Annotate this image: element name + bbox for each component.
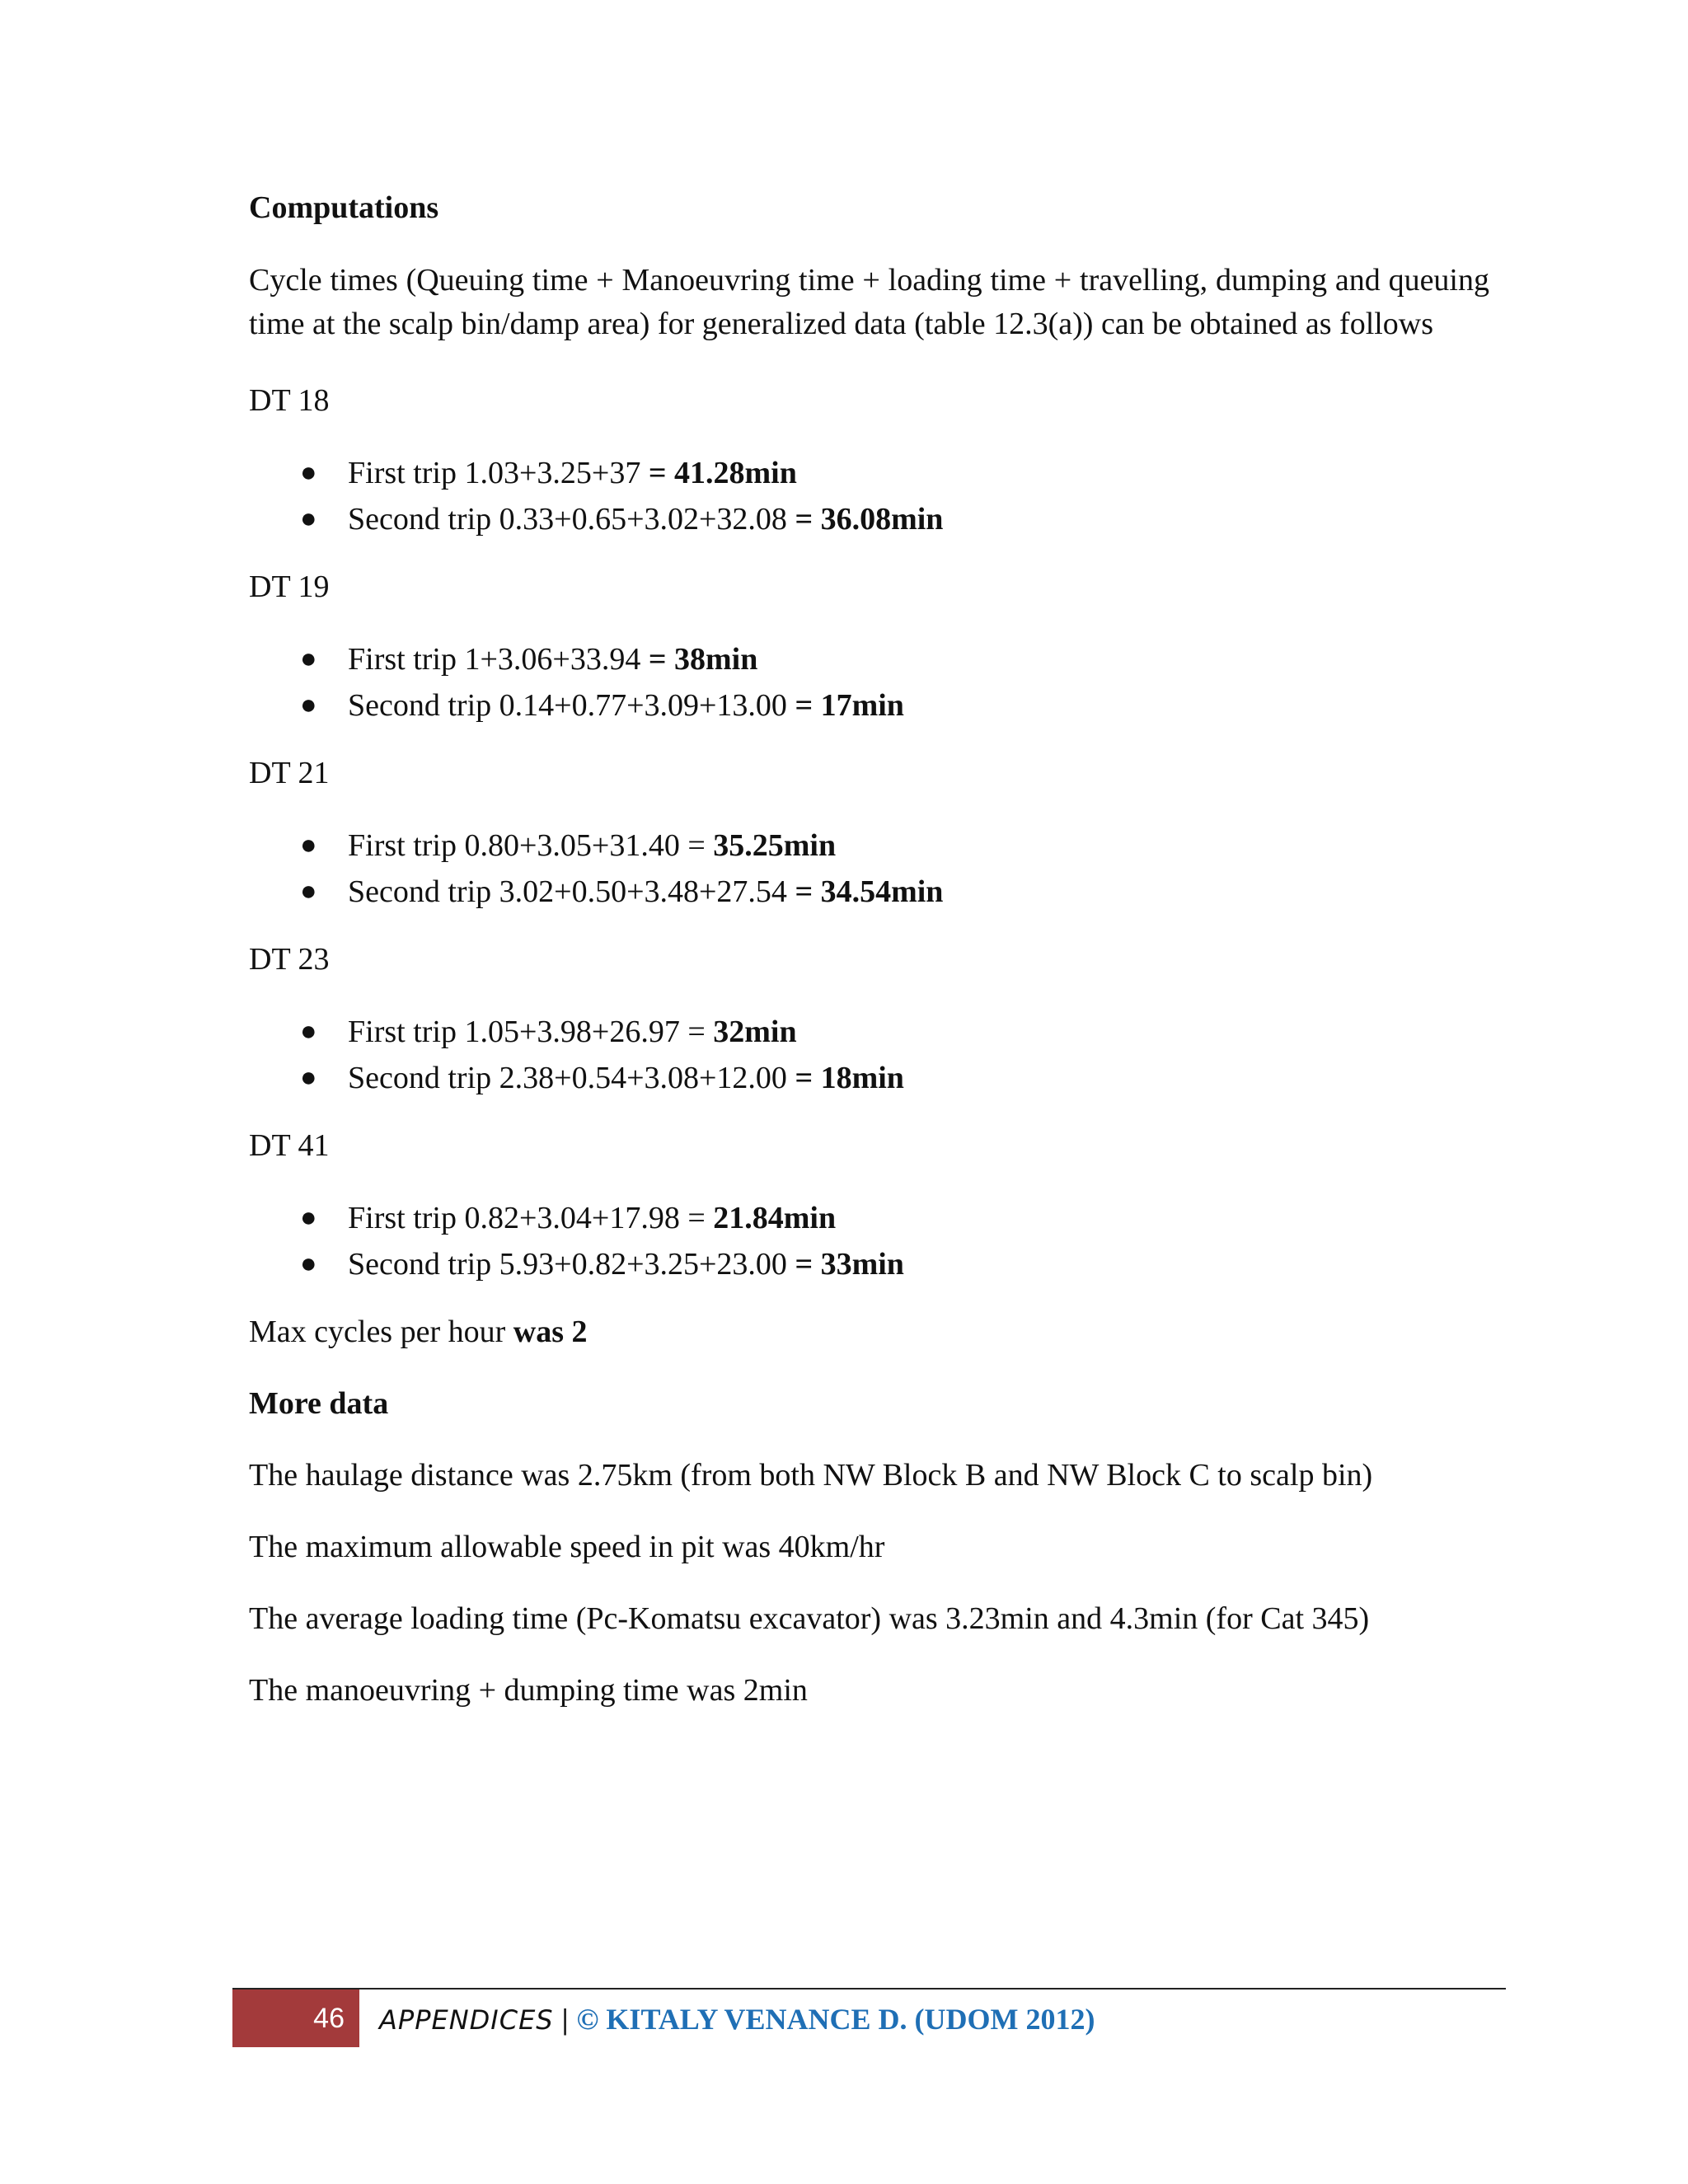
footer-divider bbox=[232, 1988, 1506, 1990]
trip-list-dt41 bbox=[249, 1195, 1489, 1287]
trip-formula: Second trip 3.02+0.50+3.48+27.54 bbox=[348, 874, 795, 909]
trip-result: = 38min bbox=[648, 642, 758, 677]
trip-result: = 17min bbox=[795, 688, 904, 723]
trip-formula: Second trip 0.33+0.65+3.02+32.08 bbox=[348, 502, 795, 537]
bullet-icon: ● bbox=[300, 830, 317, 860]
trip-formula: Second trip 5.93+0.82+3.25+23.00 bbox=[348, 1247, 795, 1282]
max-cycles-line bbox=[249, 1314, 1489, 1350]
footer-copyright: © KITALY VENANCE D. (UDOM 2012) bbox=[576, 2003, 1095, 2036]
trip-list-dt21 bbox=[249, 823, 1489, 915]
more-data-item: The maximum allowable speed in pit was 40km/hr bbox=[249, 1530, 885, 1564]
list-item bbox=[249, 1241, 1489, 1287]
list-item bbox=[249, 869, 1489, 915]
trip-list-dt19 bbox=[249, 636, 1489, 729]
trip-formula: First trip 1.03+3.25+37 bbox=[348, 456, 649, 490]
bullet-icon: ● bbox=[300, 457, 317, 488]
bullet-icon: ● bbox=[300, 1016, 317, 1047]
more-data-heading: More data bbox=[249, 1386, 389, 1421]
document-body bbox=[249, 190, 1489, 1708]
trip-result: = 41.28min bbox=[648, 456, 797, 490]
trip-formula: First trip 1+3.06+33.94 bbox=[348, 642, 649, 677]
page-number-box bbox=[232, 1990, 359, 2047]
trip-result: = 36.08min bbox=[795, 502, 944, 537]
trip-result: = 34.54min bbox=[795, 874, 944, 909]
bullet-icon: ● bbox=[300, 1249, 317, 1279]
list-item bbox=[249, 823, 1489, 869]
trip-result: 32min bbox=[713, 1015, 797, 1049]
more-data-item: The manoeuvring + dumping time was 2min bbox=[249, 1673, 808, 1708]
section-label-dt18: DT 18 bbox=[249, 383, 330, 418]
trip-list-dt23 bbox=[249, 1009, 1489, 1101]
list-item bbox=[249, 1009, 1489, 1055]
trip-result: = 18min bbox=[795, 1061, 904, 1095]
footer-text bbox=[379, 2001, 1095, 2038]
footer-separator: | bbox=[561, 2003, 569, 2036]
section-label-dt19: DT 19 bbox=[249, 569, 330, 604]
page-number: 46 bbox=[313, 2003, 345, 2034]
section-label-dt23: DT 23 bbox=[249, 942, 330, 977]
bullet-icon: ● bbox=[300, 1062, 317, 1093]
bullet-icon: ● bbox=[300, 644, 317, 674]
trip-result: 35.25min bbox=[713, 828, 837, 863]
section-label-dt21: DT 21 bbox=[249, 756, 330, 790]
bullet-icon: ● bbox=[300, 690, 317, 720]
trip-result: = 33min bbox=[795, 1247, 904, 1282]
intro-paragraph: Cycle times (Queuing time + Manoeuvring time + loading time + travelling, dumping and queuing time at the scalp bin/damp area) for generalized data (table 12.3(a)) can be obtained as follows bbox=[249, 263, 1489, 341]
bullet-icon: ● bbox=[300, 504, 317, 534]
list-item bbox=[249, 1055, 1489, 1101]
section-label-dt41: DT 41 bbox=[249, 1128, 330, 1163]
computations-heading: Computations bbox=[249, 190, 439, 225]
list-item bbox=[249, 496, 1489, 542]
footer-section-label: APPENDICES bbox=[379, 2004, 554, 2036]
list-item bbox=[249, 636, 1489, 682]
trip-formula: Second trip 0.14+0.77+3.09+13.00 bbox=[348, 688, 795, 723]
list-item bbox=[249, 1195, 1489, 1241]
trip-list-dt18 bbox=[249, 450, 1489, 542]
trip-formula: First trip 0.82+3.04+17.98 = bbox=[348, 1201, 714, 1235]
trip-result: 21.84min bbox=[713, 1201, 837, 1235]
max-cycles-text: Max cycles per hour bbox=[249, 1315, 513, 1349]
list-item bbox=[249, 682, 1489, 729]
max-cycles-value: was 2 bbox=[513, 1315, 588, 1349]
trip-formula: First trip 1.05+3.98+26.97 = bbox=[348, 1015, 714, 1049]
bullet-icon: ● bbox=[300, 1202, 317, 1233]
more-data-item: The average loading time (Pc-Komatsu excavator) was 3.23min and 4.3min (for Cat 345) bbox=[249, 1601, 1370, 1636]
bullet-icon: ● bbox=[300, 876, 317, 907]
list-item bbox=[249, 450, 1489, 496]
trip-formula: Second trip 2.38+0.54+3.08+12.00 bbox=[348, 1061, 795, 1095]
trip-formula: First trip 0.80+3.05+31.40 = bbox=[348, 828, 714, 863]
more-data-item: The haulage distance was 2.75km (from both NW Block B and NW Block C to scalp bin) bbox=[249, 1458, 1373, 1493]
